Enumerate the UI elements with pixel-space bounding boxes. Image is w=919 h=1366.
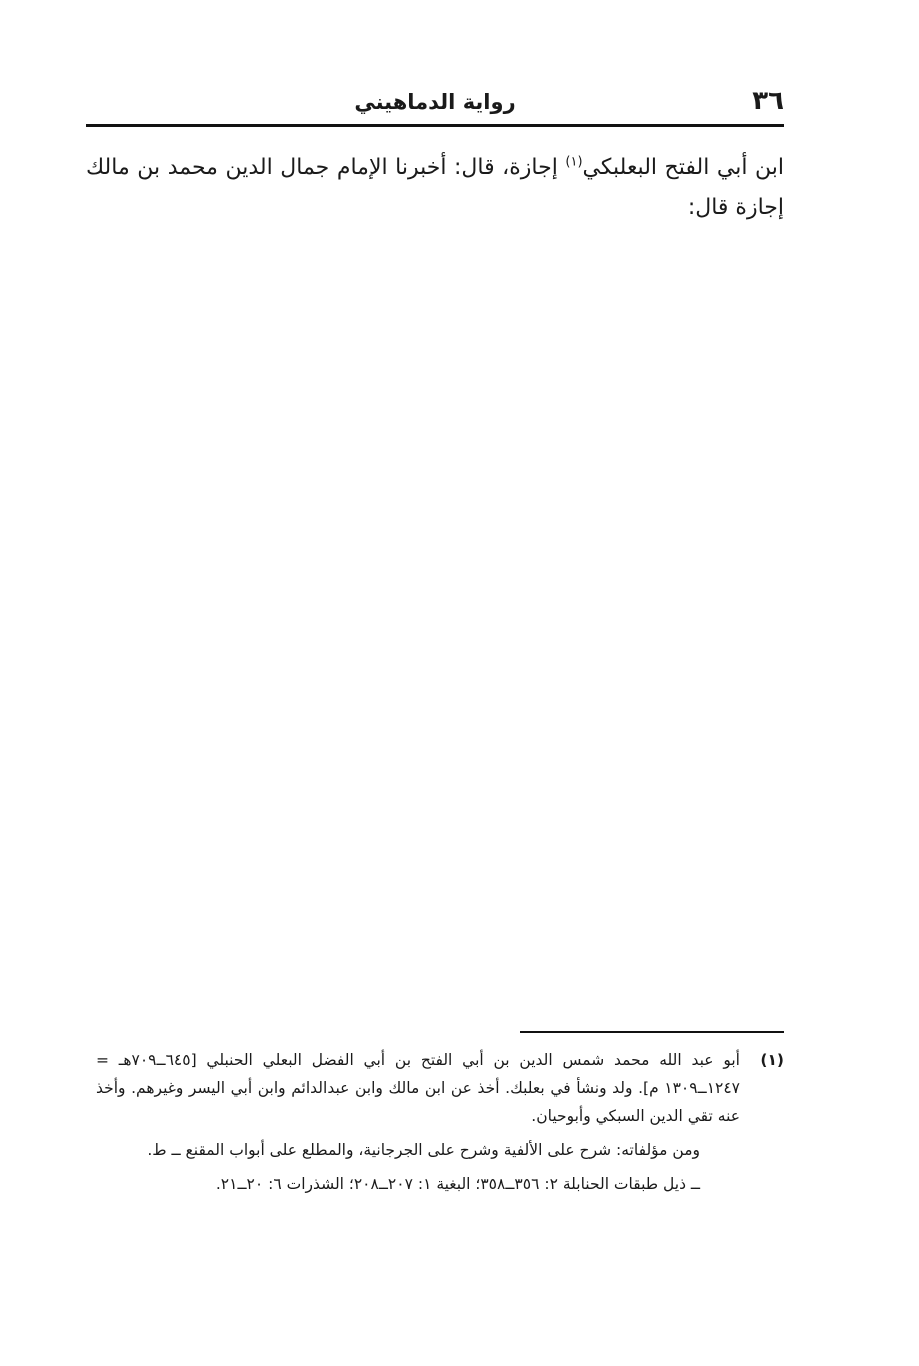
footnotes	[96, 1046, 784, 1204]
header-rule	[86, 124, 784, 127]
page-number: ٣٦	[752, 86, 784, 116]
page-header	[86, 82, 784, 126]
footnote-reference: (١)	[565, 154, 583, 170]
footnote-1	[96, 1046, 784, 1198]
running-title: رواية الدماهيني	[354, 90, 516, 114]
footnote-works: ومن مؤلفاته: شرح على الألفية وشرح على الجرجانية، والمطلع على أبواب المقنع ــ ط.	[147, 1141, 700, 1159]
body-text-end: إجازة، قال: أخبرنا الإمام جمال الدين محمد بن مالك إجازة قال:	[86, 155, 784, 220]
footnote-sources: ــ ذيل طبقات الحنابلة ٢: ٣٥٦ــ٣٥٨؛ البغية ١: ٢٠٧ــ٢٠٨؛ الشذرات ٦: ٢٠ــ٢١.	[215, 1175, 700, 1193]
footnote-biography: أبو عبد الله محمد شمس الدين بن أبي الفتح بن أبي الفضل البعلي الحنبلي [٦٤٥ــ٧٠٩هـ = ١٢٤٧ــ١٣٠٩ م]. ولد ونشأ في بعلبك. أخذ عن ابن مالك وابن عبدالدائم وابن أبي اليسر وغيرهم. وأخذ عنه تقي الدين السبكي وأبوحيان.	[96, 1051, 740, 1125]
body-paragraph	[86, 148, 784, 228]
footnote-rule	[520, 1031, 784, 1033]
body-text-start: ابن أبي الفتح البعلبكي	[582, 155, 784, 180]
footnote-number: (١)	[760, 1051, 784, 1069]
main-text	[86, 148, 784, 228]
